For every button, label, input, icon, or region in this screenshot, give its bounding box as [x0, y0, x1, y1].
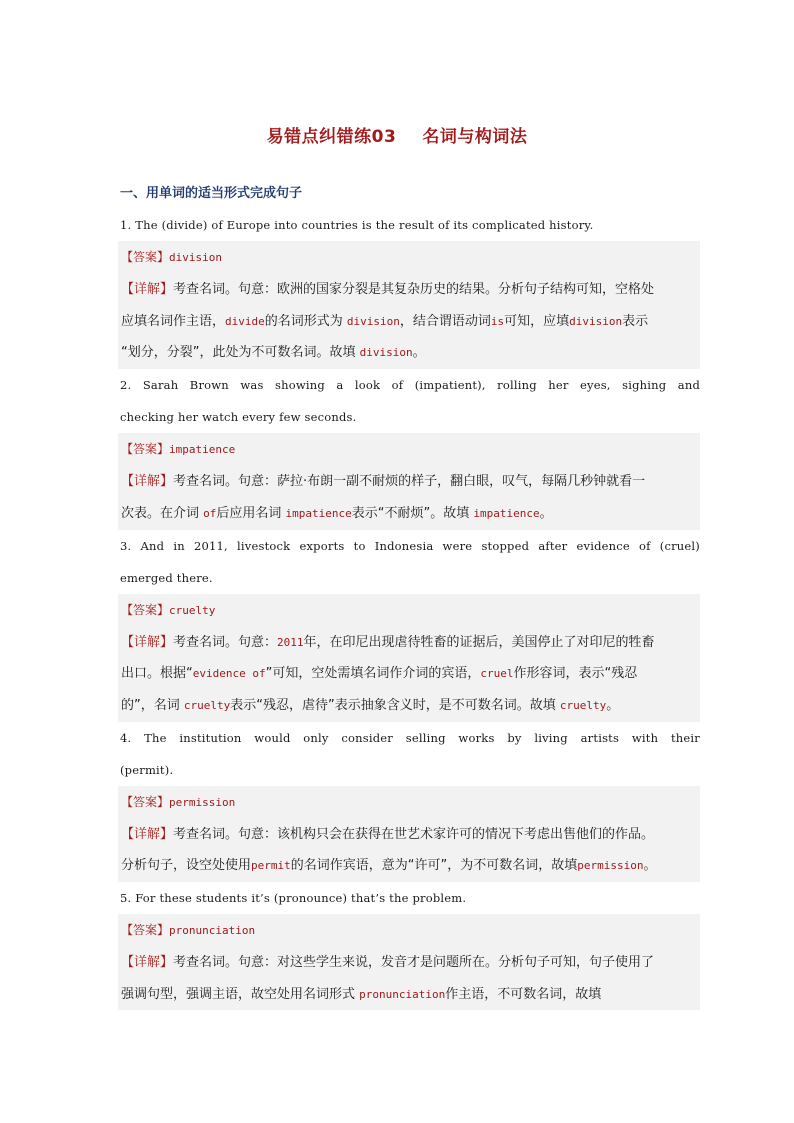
explanation-text: 的名词形式为 [264, 313, 347, 329]
explanation-text: 考查名词。句意：欧洲的国家分裂是其复杂历史的结果。分析句子结构可知，空格处 [173, 282, 655, 297]
answer-label: 【答案】 [121, 602, 170, 617]
explanation-line [121, 306, 697, 338]
explanation-text: ，结合谓语动词 [399, 313, 491, 329]
explanation-line [121, 627, 697, 659]
explanation-term: permission [577, 859, 644, 873]
question-item [118, 722, 700, 882]
question-text: emerged there. [120, 570, 213, 585]
explanation-text: 。 [539, 505, 553, 521]
answer-value: impatience [169, 443, 236, 457]
answer-box [118, 241, 700, 369]
explanation-term: divide [225, 314, 265, 328]
explanation-text: 后应用名词 [216, 505, 286, 521]
explanation-text: 表示 [622, 313, 649, 329]
answer-value: cruelty [169, 603, 216, 617]
explanation-text: 出口。根据“ [121, 666, 193, 682]
explanation-text: 表示“不耐烦”。故填 [351, 505, 474, 521]
explanation-text: 。 [412, 345, 426, 361]
explanation-term: cruelty [183, 698, 231, 712]
title-part-2: 名词与构词法 [422, 127, 528, 147]
answer-line [121, 433, 697, 466]
question-list [118, 209, 700, 1010]
section-heading: 一、用单词的适当形式完成句子 [120, 186, 303, 201]
answer-label: 【答案】 [121, 250, 170, 264]
explanation-line [121, 658, 697, 690]
question-item [118, 209, 700, 369]
explanation-text: “划分，分裂”，此处为不可数名词。故填 [121, 345, 360, 361]
explanation-term: division [346, 314, 400, 328]
explanation-term: division [569, 314, 623, 328]
answer-line [121, 594, 697, 627]
explanation-text: 考查名词。句意：萨拉·布朗一副不耐烦的样子，翻白眼，叹气，每隔几秒钟就看一 [173, 474, 646, 490]
question-item [118, 530, 700, 722]
page-title [0, 122, 794, 147]
answer-value: permission [169, 795, 236, 809]
answer-value: division [169, 251, 222, 264]
explanation-line [121, 979, 697, 1011]
explanation-line [121, 690, 697, 722]
explanation-term: cruel [480, 667, 514, 681]
explanation-line [121, 466, 697, 498]
answer-box [118, 786, 700, 882]
answer-label: 【答案】 [121, 923, 170, 938]
answer-box [118, 433, 700, 529]
explanation-term: permit [251, 859, 291, 873]
explanation-term: division [359, 346, 413, 360]
explanation-text: ”可知，空处需填名词作介词的宾语， [265, 666, 481, 682]
explanation-term: impatience [473, 506, 540, 520]
explanation-text: 次表。在介词 [121, 505, 204, 521]
detail-label: 【详解】 [121, 826, 174, 842]
question-text: 1. The (divide) of Europe into countries is the result of its complicated history. [120, 218, 594, 232]
explanation-term: 2011 [277, 635, 304, 649]
explanation-term: cruelty [559, 698, 607, 712]
explanation-term: pronunciation [359, 987, 446, 1001]
explanation-text: 的名词作宾语，意为“许可”，为不可数名词，故填 [290, 858, 578, 874]
explanation-term: impatience [285, 506, 352, 520]
question-item [118, 369, 700, 529]
explanation-line [121, 850, 697, 882]
detail-label: 【详解】 [121, 955, 174, 971]
question-text: (permit). [120, 762, 174, 777]
answer-line [121, 914, 697, 947]
explanation-line [121, 337, 697, 369]
explanation-line [121, 819, 697, 851]
explanation-text: 考查名词。句意： [173, 634, 278, 650]
explanation-text: 强调句型，强调主语，故空处用名词形式 [121, 986, 360, 1002]
explanation-text: 。 [643, 858, 657, 874]
explanation-term: evidence of [192, 667, 266, 681]
detail-label: 【详解】 [121, 634, 174, 650]
explanation-text: 的”，名词 [121, 697, 184, 713]
explanation-text: 考查名词。句意：该机构只会在获得在世艺术家许可的情况下考虑出售他们的作品。 [173, 826, 655, 842]
explanation-text: 可知，应填 [504, 313, 570, 329]
explanation-text: 表示“残忍，虐待”表示抽象含义时，是不可数名词。故填 [230, 697, 560, 713]
detail-label: 【详解】 [121, 282, 174, 297]
answer-value: pronunciation [169, 924, 256, 938]
explanation-text: 作主语，不可数名词，故填 [445, 986, 602, 1002]
explanation-line [121, 274, 697, 306]
answer-box [118, 914, 700, 1010]
answer-label: 【答案】 [121, 442, 170, 457]
explanation-text: 作形容词，表示“残忍 [513, 666, 638, 682]
answer-box [118, 594, 700, 722]
explanation-text: 。 [606, 697, 620, 713]
question-text: 2. Sarah Brown was showing a look of (impatient), rolling her eyes, sighing and [120, 378, 700, 393]
detail-label: 【详解】 [121, 474, 174, 490]
explanation-term: is [490, 314, 505, 328]
title-part-1: 易错点纠错练03 [266, 127, 397, 147]
question-text: 3. And in 2011, livestock exports to Indonesia were stopped after evidence of (cruel) [120, 538, 700, 553]
answer-line [121, 241, 697, 274]
explanation-line [121, 498, 697, 530]
question-item [118, 882, 700, 1010]
explanation-text: 应填名词作主语， [121, 313, 226, 329]
question-text: 4. The institution would only consider selling works by living artists with their [120, 730, 700, 745]
explanation-term: of [203, 506, 217, 520]
explanation-line [121, 947, 697, 979]
answer-label: 【答案】 [121, 794, 170, 809]
explanation-text: 年，在印尼出现虐待牲畜的证据后，美国停止了对印尼的牲畜 [303, 634, 655, 650]
explanation-text: 分析句子，设空处使用 [121, 858, 252, 874]
question-text: 5. For these students it’s (pronounce) that’s the problem. [120, 891, 467, 906]
question-text: checking her watch every few seconds. [120, 410, 357, 425]
explanation-text: 考查名词。句意：对这些学生来说，发音才是问题所在。分析句子可知，句子使用了 [173, 955, 655, 971]
answer-line [121, 786, 697, 819]
